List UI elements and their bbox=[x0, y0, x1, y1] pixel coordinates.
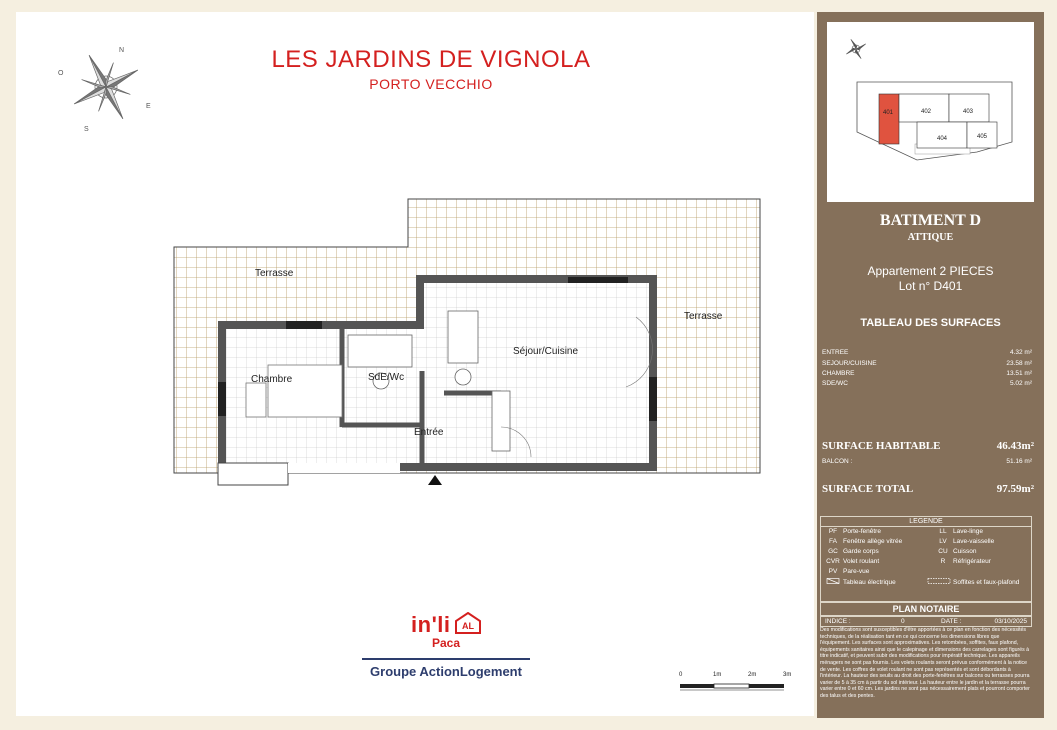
disclaimer-note: Des modifications sont susceptibles d'être apportées à ce plan en fonction des nécessités techniques, de la réalisation tant en ce qui concerne les dimensions libres que l'équipement. Les surfaces sont approximatives. Les retombées, soffites, faux plafond, équipements sanitaires ainsi que le calepinage et dimensions des carrelages sont figurés à titre indicatif, et peuvent subir des modifications pour impératif technique. Les appareils ménagers ne sont pas fournis. Les volets roulants seront prévus conformément à la notice de vente. Les coffres de volet roulant ne sont pas représentés et sont débordants à l'intérieur. La hauteur des seuils au droit des porte-fenêtres sur balcons ou terrasses pourra varier de 5 à 35 cm à partir du sol intérieur. La hauteur entre le jardin et la terrasse pourra varier entre 0 et 60 cm. Les jardins ne sont pas nécessairement plats et pourront comporter des talus et des pentes. bbox=[820, 627, 1030, 699]
balcon-row bbox=[822, 458, 1032, 465]
scale-label-0: 0 bbox=[679, 672, 683, 678]
surfaces-table-title: TABLEAU DES SURFACES bbox=[860, 317, 1001, 329]
surface-label: SDE/WC bbox=[822, 380, 848, 387]
legend-code: LV bbox=[939, 538, 947, 545]
legend-item bbox=[933, 538, 994, 545]
building-title: BATIMENT D bbox=[879, 212, 982, 229]
legend-label: Garde corps bbox=[843, 548, 879, 555]
brand-monogram-icon bbox=[455, 612, 481, 634]
surface-value: 4.32 m² bbox=[1009, 349, 1032, 356]
legend-label: Soffites et faux-plafond bbox=[953, 579, 1020, 586]
surface-value: 5.02 m² bbox=[1009, 380, 1032, 387]
key-plan bbox=[827, 22, 1034, 202]
surface-row-chambre bbox=[822, 370, 1032, 377]
apartment-info bbox=[817, 264, 1044, 294]
entrance-marker-icon bbox=[428, 475, 442, 485]
compass-e: E bbox=[146, 103, 151, 110]
plan-sheet bbox=[16, 12, 814, 716]
room-sejour: Séjour/Cuisine bbox=[513, 346, 579, 357]
legend-item bbox=[933, 528, 983, 535]
keyplan-lot-403: 403 bbox=[963, 109, 974, 115]
legend-label: Fenêtre allège vitrée bbox=[843, 538, 903, 545]
keyplan-lot-405: 405 bbox=[977, 134, 988, 140]
legend-item bbox=[823, 528, 881, 535]
room-sde: SdE/Wc bbox=[368, 372, 405, 383]
legend-box bbox=[820, 516, 1032, 602]
legend-label: Réfrigérateur bbox=[953, 558, 991, 565]
surface-total-label: SURFACE TOTAL bbox=[822, 483, 914, 495]
surface-row-entree bbox=[822, 349, 1032, 356]
brand-logo bbox=[361, 612, 531, 679]
apartment-type: Appartement 2 PIECES bbox=[867, 264, 994, 278]
keyplan-lot-402: 402 bbox=[921, 109, 932, 115]
legend-item bbox=[933, 548, 976, 555]
room-terrasse-north: Terrasse bbox=[255, 268, 294, 279]
compass-rose-icon bbox=[56, 42, 156, 132]
surface-habitable-label: SURFACE HABITABLE bbox=[822, 440, 941, 452]
index-label: INDICE : bbox=[825, 618, 851, 625]
scale-label-3: 3m bbox=[783, 672, 792, 678]
brand-region: Paca bbox=[431, 636, 461, 650]
plan-notaire-title: PLAN NOTAIRE bbox=[820, 602, 1032, 616]
legend-item bbox=[823, 558, 879, 565]
date-label: DATE : bbox=[941, 618, 962, 625]
index-value: 0 bbox=[901, 618, 905, 625]
legend-code: GC bbox=[828, 548, 838, 555]
apartment-lot: Lot n° D401 bbox=[898, 279, 963, 293]
legend-label: Lave-linge bbox=[953, 528, 983, 535]
brand-group: Groupe ActionLogement bbox=[370, 664, 522, 679]
tableau-electrique-icon bbox=[823, 578, 843, 586]
keyplan-lot-404: 404 bbox=[937, 136, 948, 142]
legend-code: FA bbox=[829, 538, 837, 545]
legend-label: Volet roulant bbox=[843, 558, 880, 565]
brand-name: in'li bbox=[411, 612, 451, 637]
brand-monogram: AL bbox=[461, 621, 474, 631]
legend-item bbox=[823, 578, 896, 586]
project-title: LES JARDINS DE VIGNOLA bbox=[271, 46, 591, 73]
index-date-row bbox=[820, 616, 1032, 627]
legend-item bbox=[823, 548, 879, 555]
scale-label-1: 1m bbox=[713, 672, 722, 678]
room-entree: Entrée bbox=[414, 427, 444, 438]
surface-label: CHAMBRE bbox=[822, 370, 855, 377]
legend-label: Pare-vue bbox=[843, 568, 870, 575]
legend-label: Porte-fenêtre bbox=[843, 528, 881, 535]
room-terrasse-east: Terrasse bbox=[684, 311, 723, 322]
keyplan-lot-401: 401 bbox=[883, 110, 894, 116]
legend-code: LL bbox=[939, 528, 947, 535]
legend-code: R bbox=[940, 558, 946, 565]
room-chambre: Chambre bbox=[251, 374, 293, 385]
surface-row-sejour bbox=[822, 360, 1032, 367]
surface-value: 13.51 m² bbox=[1006, 370, 1032, 377]
legend-item bbox=[925, 578, 1019, 586]
surface-total-row bbox=[822, 483, 1034, 495]
floor-plan bbox=[156, 187, 776, 487]
legend-item bbox=[823, 568, 869, 575]
legend-label: Tableau électrique bbox=[843, 579, 896, 586]
balcon-value: 51.16 m² bbox=[1006, 458, 1032, 465]
legend-title: LEGENDE bbox=[821, 517, 1031, 527]
project-city: PORTO VECCHIO bbox=[369, 76, 493, 92]
surface-total-value: 97.59m² bbox=[996, 483, 1034, 495]
surface-row-sde bbox=[822, 380, 1032, 387]
legend-label: Cuisson bbox=[953, 548, 977, 555]
surface-habitable-value: 46.43m² bbox=[996, 440, 1034, 452]
legend-code: CVR bbox=[826, 558, 840, 565]
legend-item bbox=[823, 538, 902, 545]
surface-label: SEJOUR/CUISINE bbox=[822, 360, 877, 367]
compass-o: O bbox=[58, 70, 64, 77]
surface-label: ENTREE bbox=[822, 349, 849, 356]
compass-s: S bbox=[84, 126, 89, 132]
legend-label: Lave-vaisselle bbox=[953, 538, 995, 545]
balcon-label: BALCON : bbox=[822, 458, 853, 465]
scale-label-2: 2m bbox=[748, 672, 757, 678]
info-sidebar bbox=[817, 12, 1044, 718]
legend-code: PF bbox=[828, 528, 838, 535]
legend-code: PV bbox=[828, 568, 838, 575]
legend-item bbox=[933, 558, 991, 565]
legend-code: CU bbox=[938, 548, 948, 555]
surface-value: 23.58 m² bbox=[1006, 360, 1032, 367]
soffite-icon bbox=[925, 578, 953, 586]
surface-habitable-row bbox=[822, 440, 1034, 452]
compass-n: N bbox=[119, 47, 125, 54]
brand-divider bbox=[362, 658, 530, 660]
building-level: ATTIQUE bbox=[907, 232, 954, 243]
date-value: 03/10/2025 bbox=[994, 618, 1027, 625]
